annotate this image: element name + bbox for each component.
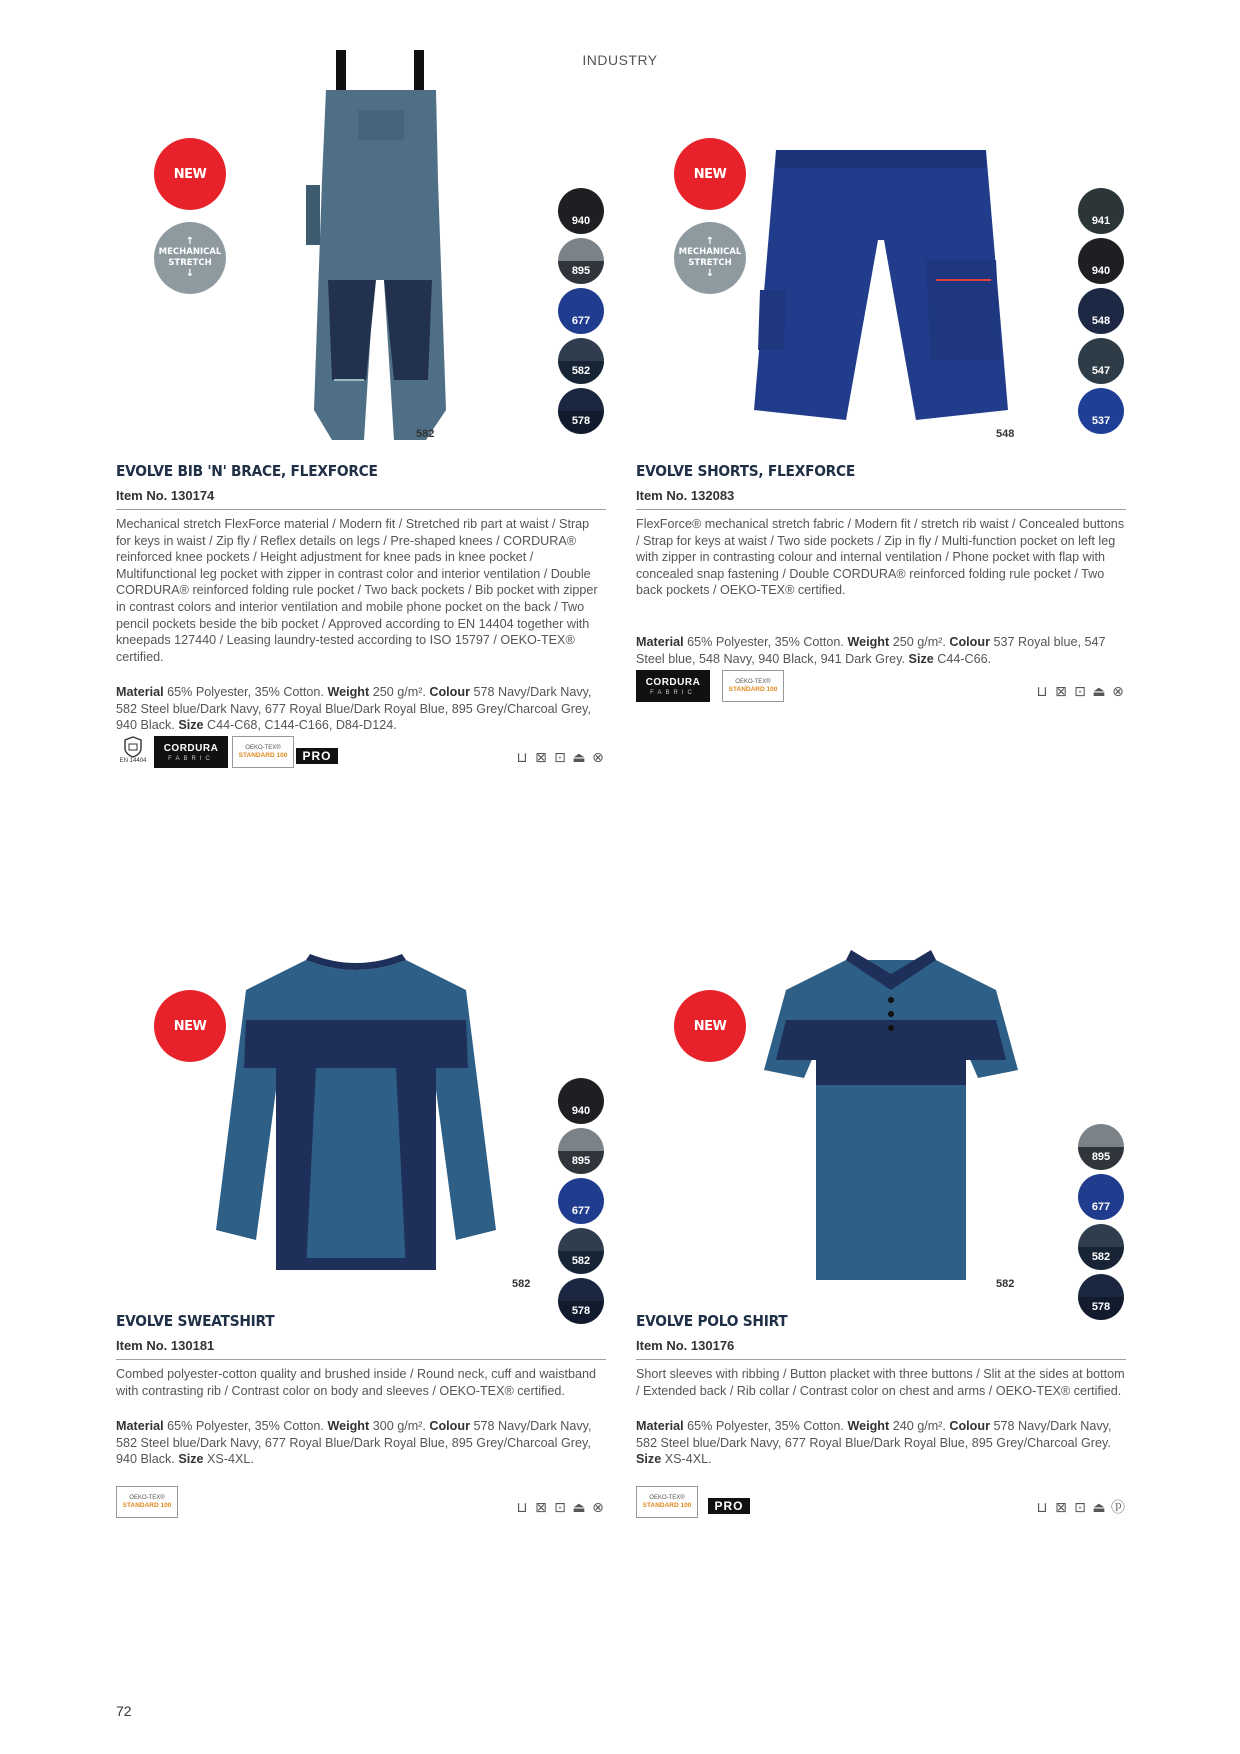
wash-60-icon: ⊔ <box>1036 1499 1048 1515</box>
oeko-tex-logo <box>116 1486 178 1518</box>
cordura-sub: FABRIC <box>650 689 696 696</box>
cordura-sub: FABRIC <box>168 755 214 762</box>
care-symbols <box>1034 684 1126 698</box>
swatch-940[interactable]: 940 <box>558 188 604 234</box>
swatch-537[interactable]: 537 <box>1078 388 1124 434</box>
item-number: Item No. 130174 <box>116 488 606 510</box>
oeko-line1: OEKO-TEX® <box>245 745 281 751</box>
size-label: Size <box>178 1452 204 1467</box>
en-cert-label: EN 14404 <box>119 758 147 764</box>
size-label: Size <box>908 651 934 666</box>
image-color-code: 582 <box>996 1278 1015 1290</box>
swatch-548[interactable]: 548 <box>1078 288 1124 334</box>
product-specs <box>116 1418 606 1468</box>
page-number: 72 <box>116 1703 132 1719</box>
iron-icon: ⏏ <box>572 1499 586 1515</box>
swatch-582[interactable]: 582 <box>558 1228 604 1274</box>
product-specs <box>116 684 606 734</box>
color-swatches <box>1078 188 1124 438</box>
oeko-line1: OEKO-TEX® <box>735 679 771 685</box>
certification-logos <box>636 1486 1126 1526</box>
wash-60-icon: ⊔ <box>1036 683 1048 699</box>
iron-icon: ⏏ <box>1092 683 1106 699</box>
item-number: Item No. 132083 <box>636 488 1126 510</box>
tumble-dry-icon: ⊡ <box>1074 683 1086 699</box>
swatch-941[interactable]: 941 <box>1078 188 1124 234</box>
size-value: XS-4XL. <box>664 1452 712 1467</box>
dry-clean-p-icon: ⓟ <box>1111 1499 1125 1515</box>
new-badge: NEW <box>674 990 746 1062</box>
material-value: 65% Polyester, 35% Cotton. <box>687 1419 844 1433</box>
iron-icon: ⏏ <box>1092 1499 1106 1515</box>
weight-label: Weight <box>847 1419 890 1433</box>
stretch-line1: MECHANICAL <box>678 247 742 257</box>
image-color-code: 548 <box>996 428 1015 440</box>
iron-icon: ⏏ <box>572 749 586 765</box>
weight-value: 250 g/m². <box>372 685 426 699</box>
section-label: INDUSTRY <box>582 52 658 68</box>
oeko-tex-logo <box>232 736 294 768</box>
tumble-dry-icon: ⊡ <box>1074 1499 1086 1515</box>
certification-logos <box>116 1486 606 1526</box>
image-color-code: 582 <box>416 428 435 440</box>
colour-label: Colour <box>429 1419 470 1433</box>
care-symbols <box>514 750 606 764</box>
oeko-line1: OEKO-TEX® <box>129 1495 165 1501</box>
item-number: Item No. 130176 <box>636 1338 1126 1360</box>
material-label: Material <box>116 685 164 699</box>
new-badge: NEW <box>674 138 746 210</box>
en-14404-cert <box>116 736 150 772</box>
colour-label: Colour <box>949 1419 990 1433</box>
product-title: EVOLVE BIB 'N' BRACE, FLEXFORCE <box>116 462 378 480</box>
bib-n-brace-image <box>266 50 496 440</box>
no-dry-clean-icon: ⊗ <box>592 1499 604 1515</box>
wash-60-icon: ⊔ <box>516 1499 528 1515</box>
mechanical-stretch-badge <box>154 222 226 294</box>
colour-value: 578 Navy/Dark Navy, 582 Steel blue/Dark Navy, 677 Royal Blue/Dark Royal Blue, 895 Grey/Charcoal Grey. <box>636 1419 1112 1450</box>
swatch-547[interactable]: 547 <box>1078 338 1124 384</box>
new-badge: NEW <box>154 138 226 210</box>
product-sweatshirt <box>116 850 606 1640</box>
material-label: Material <box>636 635 684 649</box>
swatch-677[interactable]: 677 <box>1078 1174 1124 1220</box>
pro-logo: PRO <box>296 748 338 764</box>
arrow-down-icon: ↓ <box>185 268 195 279</box>
no-bleach-icon: ⊠ <box>1055 683 1067 699</box>
swatch-895[interactable]: 895 <box>558 238 604 284</box>
oeko-line2: STANDARD 100 <box>238 752 288 759</box>
swatch-677[interactable]: 677 <box>558 1178 604 1224</box>
cordura-text: CORDURA <box>163 742 219 754</box>
product-description: Mechanical stretch FlexForce material / Modern fit / Stretched rib part at waist / Strap for keys in waist / Zip fly / Reflex details on legs / Pre-shaped knees / CORDURA® reinforced knee pockets / Height adjustment for knee pads in knee pocket / Multifunctional leg pocket with zipper in contrast color and interior ventilation / Double CORDURA® reinforced folding rule pocket / Two back pockets / Bib pocket with zipper in contrast colors and interior ventilation and mobile phone pocket on the back / Two pencil pockets beside the bib pocket / Approved according to EN 14404 together with kneepads 127440 / Leasing laundry-tested according to ISO 15797 / OEKO-TEX® certified. <box>116 517 598 664</box>
certification-logos <box>636 670 1126 710</box>
weight-label: Weight <box>327 685 370 699</box>
color-swatches <box>1078 1124 1124 1324</box>
swatch-582[interactable]: 582 <box>1078 1224 1124 1270</box>
item-number: Item No. 130181 <box>116 1338 606 1360</box>
product-specs <box>636 634 1126 667</box>
no-bleach-icon: ⊠ <box>535 749 547 765</box>
oeko-line2: STANDARD 100 <box>728 686 778 693</box>
product-polo-shirt <box>636 850 1126 1640</box>
colour-value: 578 Navy/Dark Navy, 582 Steel blue/Dark Navy, 677 Royal Blue/Dark Royal Blue, 895 Grey/Charcoal Grey, 940 Black. <box>116 1419 592 1467</box>
product-shorts <box>636 0 1126 790</box>
stretch-line2: STRETCH <box>688 258 732 268</box>
product-title: EVOLVE SWEATSHIRT <box>116 1312 275 1330</box>
shield-icon <box>123 736 143 758</box>
material-label: Material <box>116 1419 164 1433</box>
mechanical-stretch-badge <box>674 222 746 294</box>
product-title: EVOLVE POLO SHIRT <box>636 1312 788 1330</box>
oeko-line2: STANDARD 100 <box>122 1502 172 1509</box>
polo-shirt-image <box>756 950 1026 1290</box>
weight-value: 240 g/m². <box>892 1419 946 1433</box>
color-swatches <box>558 1078 604 1328</box>
product-description: Short sleeves with ribbing / Button placket with three buttons / Slit at the sides at bottom / Extended back / Rib collar / Contrast color on chest and arms / OEKO-TEX® certified. <box>636 1367 1125 1398</box>
cordura-logo <box>636 670 710 702</box>
new-badge: NEW <box>154 990 226 1062</box>
swatch-895[interactable]: 895 <box>1078 1124 1124 1170</box>
size-label: Size <box>178 718 204 733</box>
material-value: 65% Polyester, 35% Cotton. <box>167 1419 324 1433</box>
size-value: C44-C68, C144-C166, D84-D124. <box>207 718 397 733</box>
swatch-578[interactable]: 578 <box>1078 1274 1124 1320</box>
no-dry-clean-icon: ⊗ <box>592 749 604 765</box>
colour-value: 537 Royal blue, 547 Steel blue, 548 Navy, 940 Black, 941 Dark Grey. <box>636 635 1106 666</box>
sweatshirt-image <box>206 950 506 1290</box>
weight-label: Weight <box>327 1419 370 1433</box>
weight-value: 250 g/m². <box>892 635 946 649</box>
oeko-tex-logo <box>722 670 784 702</box>
arrow-up-icon: ↑ <box>705 236 715 247</box>
swatch-578[interactable]: 578 <box>558 388 604 434</box>
swatch-578[interactable]: 578 <box>558 1278 604 1324</box>
no-bleach-icon: ⊠ <box>535 1499 547 1515</box>
care-symbols <box>514 1500 606 1514</box>
cordura-text: CORDURA <box>645 676 701 688</box>
swatch-940[interactable]: 940 <box>1078 238 1124 284</box>
pro-logo: PRO <box>708 1498 750 1514</box>
certification-logos <box>116 736 606 776</box>
product-title: EVOLVE SHORTS, FLEXFORCE <box>636 462 856 480</box>
weight-label: Weight <box>847 635 890 649</box>
color-swatches <box>558 188 604 438</box>
material-value: 65% Polyester, 35% Cotton. <box>167 685 324 699</box>
arrow-up-icon: ↑ <box>185 236 195 247</box>
tumble-dry-icon: ⊡ <box>554 1499 566 1515</box>
colour-label: Colour <box>429 685 470 699</box>
product-bib-n-brace <box>116 0 606 790</box>
swatch-582[interactable]: 582 <box>558 338 604 384</box>
care-symbols <box>1034 1500 1126 1514</box>
weight-value: 300 g/m². <box>372 1419 426 1433</box>
swatch-940[interactable]: 940 <box>558 1078 604 1124</box>
oeko-tex-logo <box>636 1486 698 1518</box>
swatch-677[interactable]: 677 <box>558 288 604 334</box>
stretch-line2: STRETCH <box>168 258 212 268</box>
no-dry-clean-icon: ⊗ <box>1112 683 1124 699</box>
image-color-code: 582 <box>512 1278 531 1290</box>
shorts-image <box>746 150 1016 440</box>
colour-value: 578 Navy/Dark Navy, 582 Steel blue/Dark Navy, 677 Royal Blue/Dark Royal Blue, 895 Grey/Charcoal Grey, 940 Black. <box>116 685 592 733</box>
cordura-logo <box>154 736 228 768</box>
size-value: XS-4XL. <box>207 1452 254 1467</box>
swatch-895[interactable]: 895 <box>558 1128 604 1174</box>
size-value: C44-C66. <box>937 651 992 666</box>
oeko-line2: STANDARD 100 <box>642 1502 692 1509</box>
arrow-down-icon: ↓ <box>705 268 715 279</box>
material-value: 65% Polyester, 35% Cotton. <box>687 635 844 649</box>
product-description: Combed polyester-cotton quality and brushed inside / Round neck, cuff and waistband with contrasting rib / Contrast color on body and sleeves / OEKO-TEX® certified. <box>116 1367 597 1398</box>
product-description: FlexForce® mechanical stretch fabric / Modern fit / stretch rib waist / Concealed buttons / Strap for keys at waist / Two side pockets / Zip in fly / Multi-function pocket on left leg with zipper in contrasting colour and internal ventilation / Phone pocket with flap with concealed snap fastening / Double CORDURA® reinforced folding rule pocket / Two back pockets / OEKO-TEX® certified. <box>636 517 1125 598</box>
colour-label: Colour <box>949 635 990 649</box>
oeko-line1: OEKO-TEX® <box>649 1495 685 1501</box>
no-bleach-icon: ⊠ <box>1055 1499 1067 1515</box>
product-specs <box>636 1418 1126 1468</box>
wash-60-icon: ⊔ <box>516 749 528 765</box>
size-label: Size <box>636 1452 662 1467</box>
material-label: Material <box>636 1419 684 1433</box>
stretch-line1: MECHANICAL <box>158 247 222 257</box>
tumble-dry-icon: ⊡ <box>554 749 566 765</box>
